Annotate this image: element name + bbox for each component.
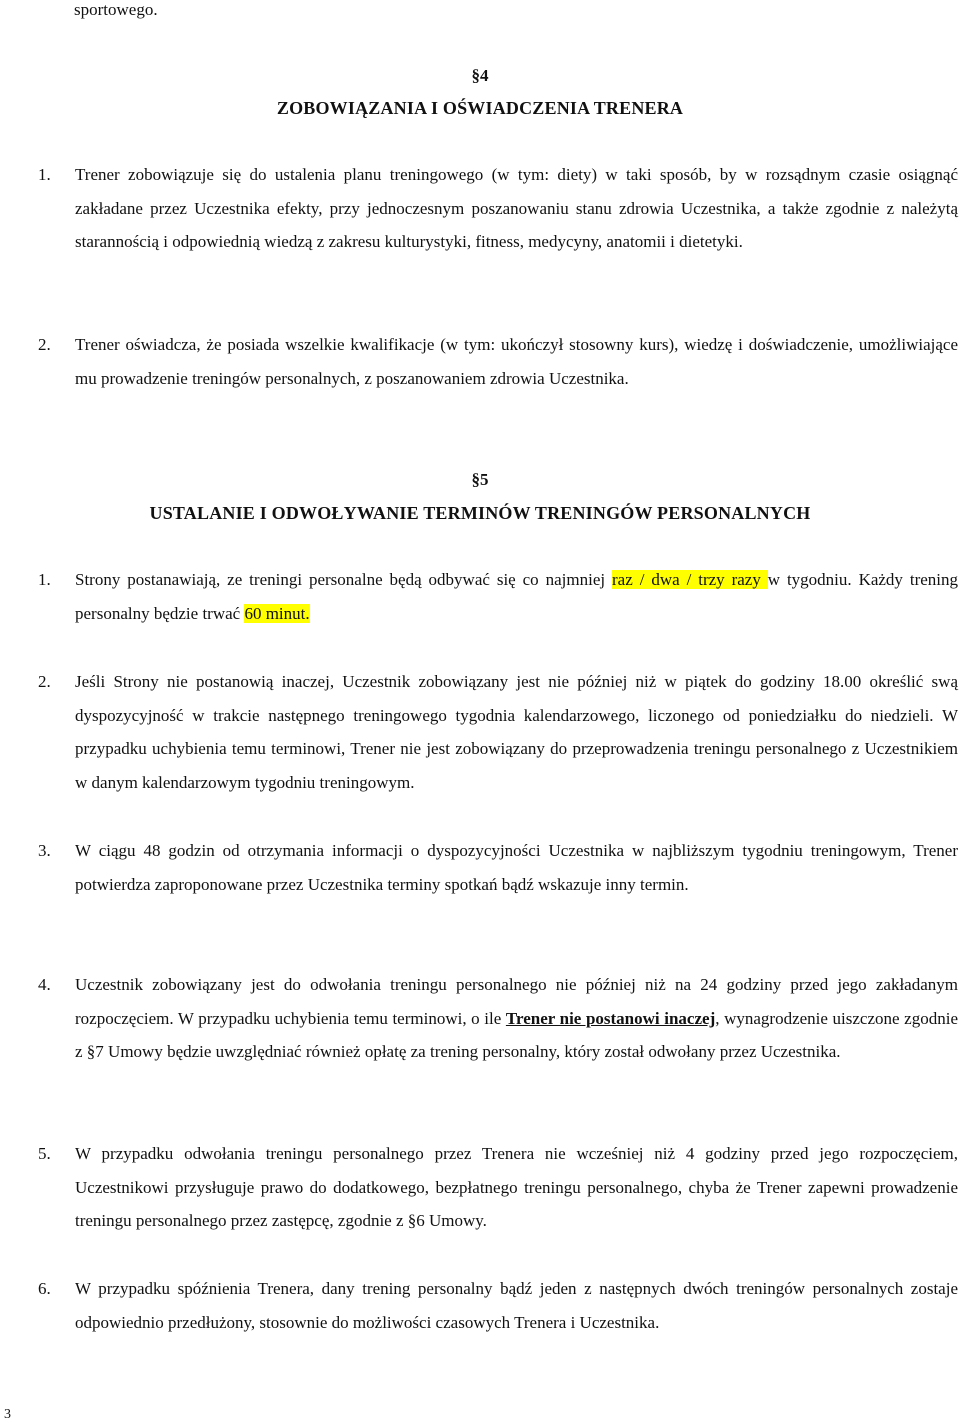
section-4-number: §4	[471, 66, 489, 85]
section-4-title: ZOBOWIĄZANIA I OŚWIADCZENIA TRENERA	[276, 98, 684, 118]
item-text: Jeśli Strony nie postanowią inaczej, Uczestnik zobowiązany jest nie później niż w piątek do godziny 18.00 określić swą dyspozycyjność w trakcie następnego treningowego tygodnia kalendarzowego, liczonego od poniedziałku do niedzieli. W przypadku uchybienia temu terminowi, Trener nie jest zobowiązany do przeprowadzenia treningu personalnego z Uczestnikiem w danym kalendarzowym tygodniu treningowym.	[75, 672, 958, 792]
item-number: 5.	[38, 1144, 51, 1163]
item-text	[75, 968, 958, 1069]
item-number: 4.	[38, 975, 51, 994]
page-number: 3	[4, 1407, 11, 1422]
item-text-part: w tygodniu. Każdy trening personalny będzie trwać	[75, 570, 959, 623]
section-5-number: §5	[471, 470, 489, 489]
item-text: W ciągu 48 godzin od otrzymania informacji o dyspozycyjności Uczestnika w najbliższym tygodniu treningowym, Trener potwierdza zaproponowane przez Uczestnika terminy spotkań bądź wskazuje inny termin.	[75, 841, 958, 894]
item-text: Trener oświadcza, że posiada wszelkie kwalifikacje (w tym: ukończył stosowny kurs), wiedzę i doświadczenie, umożliwiające mu prowadzenie treningów personalnych, z poszanowaniem zdrowia Uczestnika.	[75, 335, 958, 388]
previous-page-fragment: sportowego.	[74, 0, 158, 19]
highlighted-frequency: raz / dwa / trzy razy	[612, 570, 768, 589]
item-text: Trener zobowiązuje się do ustalenia planu treningowego (w tym: diety) w taki sposób, by w rozsądnym czasie osiągnąć zakładane przez Uczestnika efekty, przy jednoczesnym poszanowaniu stanu zdrowia Uczestnika, a także zgodnie z należytą starannością i odpowiednią wiedzą z zakresu kulturystyki, fitness, medycyny, anatomii i dietetyki.	[75, 165, 958, 251]
section-5-title: USTALANIE I ODWOŁYWANIE TERMINÓW TRENINGÓW PERSONALNYCH	[149, 503, 811, 523]
item-text: W przypadku spóźnienia Trenera, dany trening personalny bądź jeden z następnych dwóch treningów personalnych zostaje odpowiednio przedłużony, stosownie do możliwości czasowych Trenera i Uczestnika.	[75, 1279, 958, 1332]
item-text: W przypadku odwołania treningu personalnego przez Trenera nie wcześniej niż 4 godziny przed jego rozpoczęciem, Uczestnikowi przysługuje prawo do dodatkowego, bezpłatnego treningu personalnego, chyba że Trener zapewni prowadzenie treningu personalnego przez zastępcę, zgodnie z §6 Umowy.	[75, 1144, 958, 1230]
item-number: 3.	[38, 841, 51, 860]
item-text	[75, 563, 958, 630]
highlighted-duration: 60 minut.	[244, 603, 310, 623]
item-number: 1.	[38, 570, 51, 589]
item-number: 1.	[38, 165, 51, 184]
item-text-part: , wynagrodzenie uiszczone zgodnie z §7 Umowy będzie uwzględniać również opłatę za trening personalny, który został odwołany przez Uczestnika.	[75, 1008, 958, 1061]
item-number: 2.	[38, 335, 51, 354]
item-text-part: Uczestnik zobowiązany jest do odwołania treningu personalnego nie później niż na 24 godziny przed jego zakładanym rozpoczęciem. W przypadku uchybienia temu terminowi, o ile	[75, 975, 958, 1028]
item-number: 2.	[38, 672, 51, 691]
underlined-phrase: Trener nie postanowi inaczej	[505, 1008, 716, 1028]
item-number: 6.	[38, 1279, 51, 1298]
item-text-part: Strony postanawiają, ze treningi personalne będą odbywać się co najmniej	[75, 570, 613, 589]
